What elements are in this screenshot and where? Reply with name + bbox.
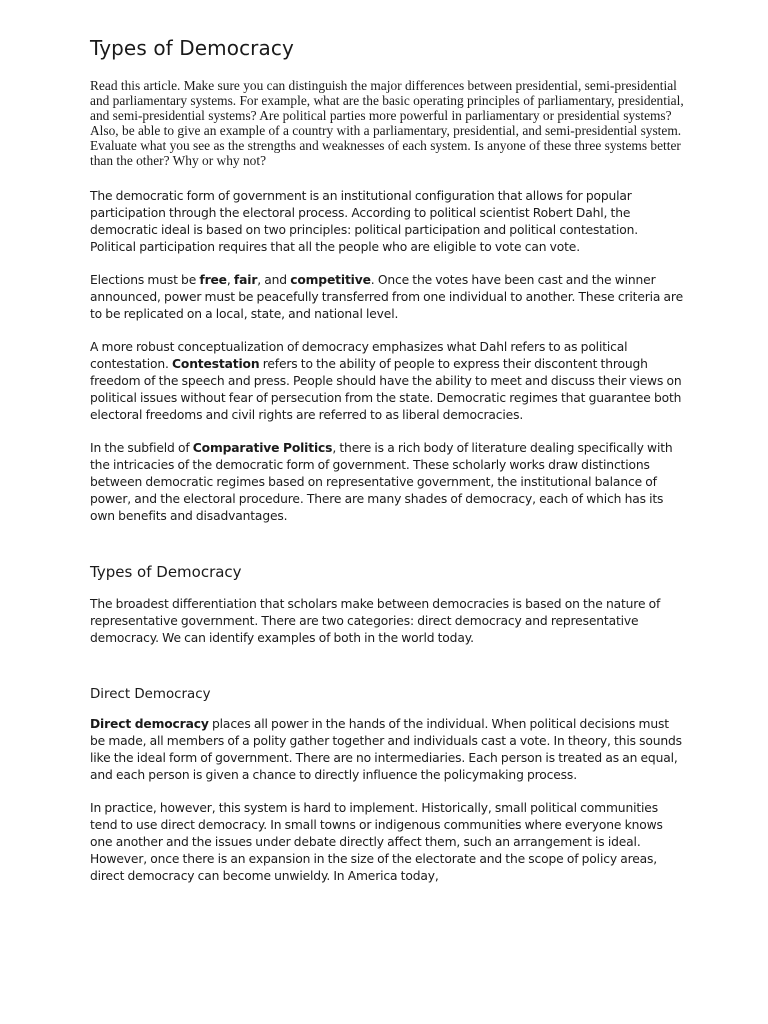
paragraph-elections <box>90 272 684 323</box>
term-fair: fair <box>233 272 258 287</box>
term-free: free <box>199 272 227 287</box>
paragraph-contestation <box>90 339 684 424</box>
text-run: , <box>226 272 234 287</box>
text-run: refers to the ability of people to express their discontent through freedom of the speech and press. People should have the ability to meet and discuss their views on political issues without fear of persecution from the state. Democratic regimes that guarantee both electoral freedoms and civil rights are referred to as liberal democracies. <box>90 356 682 422</box>
term-direct-democracy: Direct democracy <box>90 716 209 731</box>
paragraph-in-practice: In practice, however, this system is hard to implement. Historically, small political communities tend to use direct democracy. In small towns or indigenous communities where everyone knows one another and the issues under debate directly affect them, such an arrangement is ideal. However, once there is an expansion in the size of the electorate and the scope of policy areas, direct democracy can become unwieldy. In America today, <box>90 800 663 883</box>
text-run: In the subfield of <box>90 440 193 455</box>
paragraph-broadest-differentiation: The broadest differentiation that scholars make between democracies is based on the nature of representative government. There are two categories: direct democracy and representative democracy. We can identify examples of both in the world today. <box>90 596 661 645</box>
paragraph-direct-democracy <box>90 716 684 784</box>
intro-paragraph: Read this article. Make sure you can distinguish the major differences between presidential, semi-presidential and parliamentary systems. For example, what are the basic operating principles of parliamentary, presidential, and semi-presidential systems? Are political parties more powerful in parliamentary or presidential systems? Also, be able to give an example of a country with a parliamentary, presidential, and semi-presidential system. Evaluate what you see as the strengths and weaknesses of each system. Is anyone of these three systems better than the other? Why or why not? <box>90 78 684 169</box>
term-comparative-politics: Comparative Politics <box>192 440 333 455</box>
section-heading-direct-democracy: Direct Democracy <box>90 686 211 702</box>
text-run: , there is a rich body of literature dealing specifically with the intricacies of the democratic form of government. These scholarly works draw distinctions between democratic regimes based on representative government, the institutional balance of power, and the electoral procedure. There are many shades of democracy, each of which has its own benefits and disadvantages. <box>90 440 673 523</box>
text-run: Elections must be <box>90 272 200 287</box>
paragraph-democratic-form: The democratic form of government is an institutional configuration that allows for popular participation through the electoral process. According to political scientist Robert Dahl, the democratic ideal is based on two principles: political participation and political contestation. Political participation requires that all the people who are eligible to vote can vote. <box>90 188 639 254</box>
text-run: A more robust conceptualization of democracy emphasizes what Dahl refers to as political contestation. <box>90 339 628 371</box>
paragraph-comparative-politics <box>90 440 684 525</box>
section-heading-types: Types of Democracy <box>90 562 242 581</box>
text-run: , and <box>257 272 291 287</box>
term-contestation: Contestation <box>172 356 260 371</box>
page-title: Types of Democracy <box>90 36 294 60</box>
text-run: places all power in the hands of the individual. When political decisions must be made, all members of a polity gather together and individuals cast a vote. In theory, this sounds like the ideal form of government. There are no intermediaries. Each person is treated as an equal, and each person is given a chance to directly influence the policymaking process. <box>90 716 682 782</box>
text-run: . Once the votes have been cast and the winner announced, power must be peacefully transferred from one individual to another. These criteria are to be replicated on a local, state, and national level. <box>90 272 683 321</box>
term-competitive: competitive <box>290 272 371 287</box>
